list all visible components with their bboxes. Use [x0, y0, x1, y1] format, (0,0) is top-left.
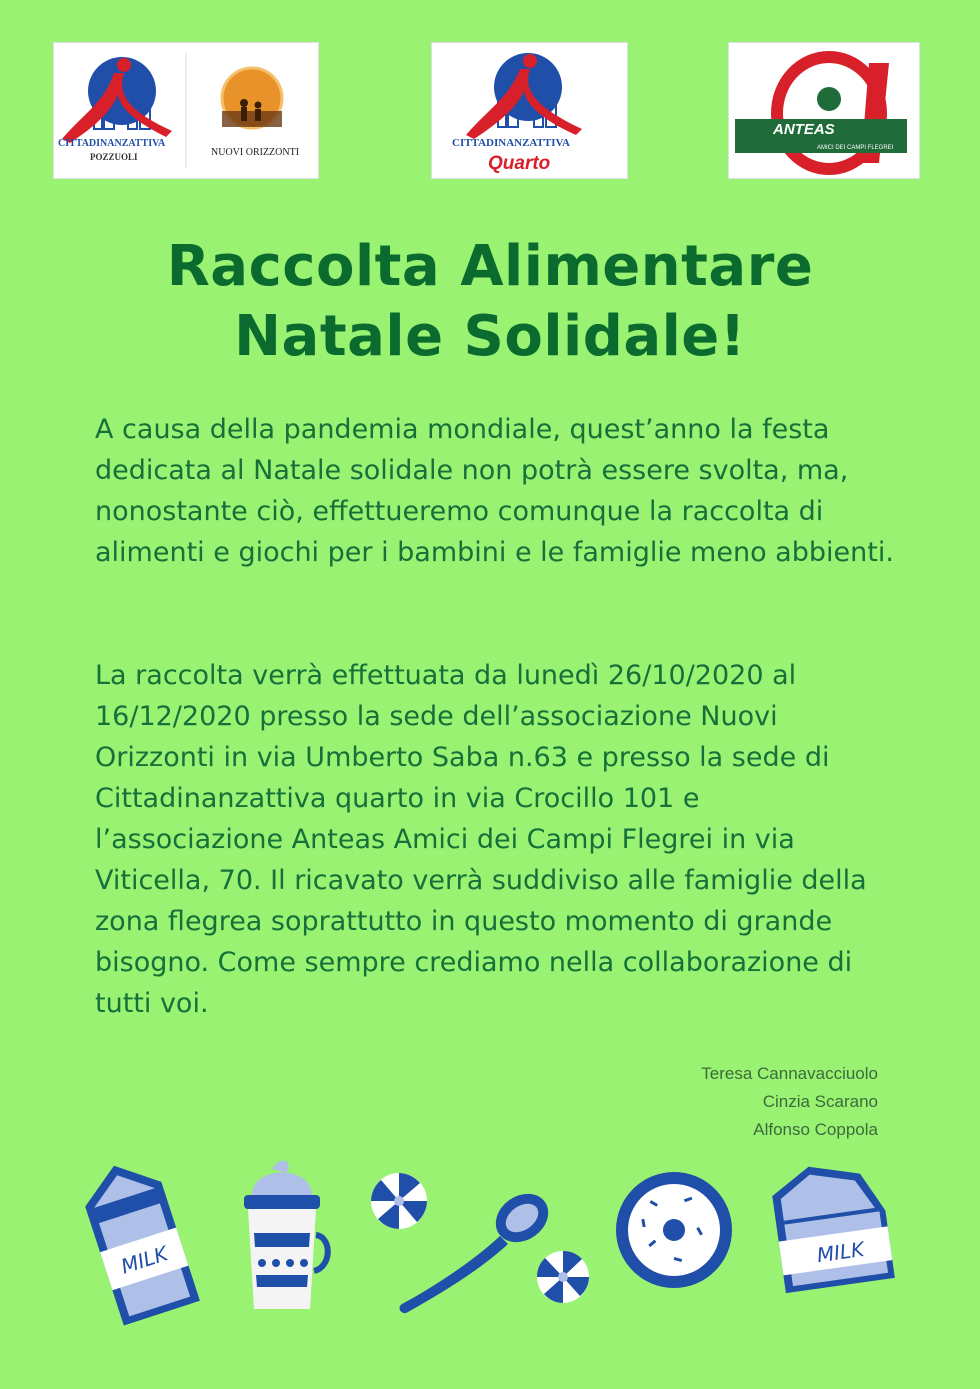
quarto-logo-line2: Quarto [488, 153, 551, 174]
pozzuoli-logo-line1: CITTADINANZATTIVA [58, 138, 166, 149]
signature-2: Cinzia Scarano [762, 1092, 878, 1111]
body-paragraph-2: La raccolta verrà effettuata da lunedì 26/10/2020 al 16/12/2020 presso la sede dell’associazione Nuovi Orizzonti in via Umberto Saba n.63 e presso la sede di Cittadinanzattiva quarto in via Crocillo 101 e l’associazione Anteas Amici dei Campi Flegrei in via Viticella, 70. Il ricavato verrà suddiviso alle famiglie della zona flegrea soprattutto in questo momento di grande bisogno. Come sempre crediamo nella collaborazione di tutti voi. [95, 660, 867, 1019]
nuovi-orizzonti-logo-text: NUOVI ORIZZONTI [211, 147, 300, 158]
page-title-line1: Raccolta Alimentare [166, 234, 814, 299]
signatures [701, 1060, 878, 1144]
logo-cittadinanzattiva-quarto [431, 42, 628, 179]
coffee-cup-icon [232, 1155, 332, 1315]
milk-carton-left-icon [70, 1150, 220, 1335]
milk-carton-right-icon [758, 1158, 908, 1303]
page-title-line2: Natale Solidale! [234, 304, 746, 369]
body-paragraph-1: A causa della pandemia mondiale, quest’anno la festa dedicata al Natale solidale non potrà essere svolta, ma, nonostante ciò, effettueremo comunque la raccolta di alimenti e giochi per i bambini e le famiglie meno abbienti. [95, 414, 894, 568]
logo-anteas [728, 42, 920, 179]
pozzuoli-logo-line2: POZZUOLI [90, 152, 138, 162]
donut-icon [612, 1168, 736, 1292]
quarto-logo-line1: CITTADINANZATTIVA [452, 137, 570, 149]
signature-3: Alfonso Coppola [753, 1120, 878, 1139]
logo-cittadinanzattiva-pozzuoli-nuovi-orizzonti [53, 42, 319, 179]
cittadinanzattiva-logo-graphic [54, 43, 318, 178]
anteas-logo-sub: AMICI DEI CAMPI FLEGREI [817, 145, 894, 151]
signature-1: Teresa Cannavacciuolo [701, 1064, 878, 1083]
anteas-logo-graphic [729, 43, 919, 178]
anteas-logo-name: ANTEAS [773, 121, 835, 138]
cittadinanzattiva-quarto-logo-graphic [432, 43, 627, 178]
milk-label-left: MILK [118, 1241, 171, 1279]
milk-label-right: MILK [815, 1236, 866, 1268]
peppermint-candy-bottom-icon [534, 1248, 592, 1306]
